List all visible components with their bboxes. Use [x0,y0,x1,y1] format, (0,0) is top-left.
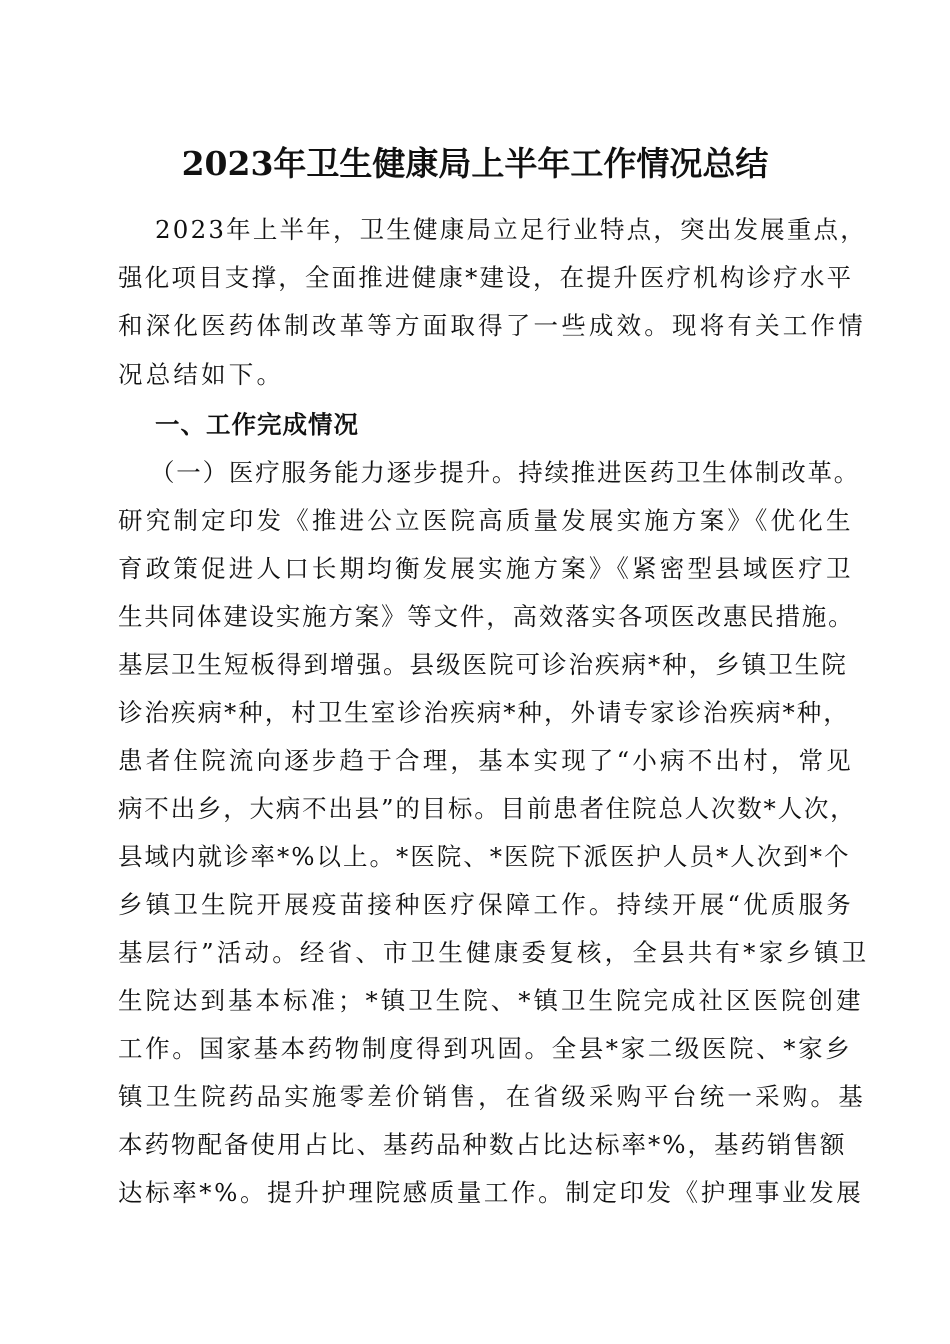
paragraph-line: 诊治疾病*种，村卫生室诊治疾病*种，外请专家诊治疾病*种， [118,698,850,727]
paragraph-line: 基层行”活动。经省、市卫生健康委复核，全县共有*家乡镇卫 [118,938,870,967]
document-title: 2023年卫生健康局上半年工作情况总结 [181,144,769,183]
paragraph-line: 生院达到基本标准；*镇卫生院、*镇卫生院完成社区医院创建 [118,986,864,1015]
paragraph-line: 2023年上半年，卫生健康局立足行业特点，突出发展重点， [155,215,867,244]
paragraph-line: 镇卫生院药品实施零差价销售，在省级采购平台统一采购。基 [118,1082,866,1111]
paragraph-line: 研究制定印发《推进公立医院高质量发展实施方案》《优化生 [118,506,854,535]
paragraph-line: 患者住院流向逐步趋于合理，基本实现了“小病不出村，常见 [118,746,854,775]
paragraph-line: 达标率*%。提升护理院感质量工作。制定印发《护理事业发展 [118,1178,864,1207]
paragraph-line: 本药物配备使用占比、基药品种数占比达标率*%，基药销售额 [118,1130,847,1159]
paragraph-line: 病不出乡，大病不出县”的目标。目前患者住院总人次数*人次， [118,794,857,823]
paragraph-line: 生共同体建设实施方案》等文件，高效落实各项医改惠民措施。 [118,602,855,631]
paragraph-line: 县域内就诊率*%以上。*医院、*医院下派医护人员*人次到*个 [118,842,851,871]
paragraph-line: 基层卫生短板得到增强。县级医院可诊治疾病*种，乡镇卫生院 [118,650,848,679]
paragraph-line: （一）医疗服务能力逐步提升。持续推进医药卫生体制改革。 [150,458,861,487]
paragraph-line: 和深化医药体制改革等方面取得了一些成效。现将有关工作情 [118,311,866,340]
paragraph-line: 工作。国家基本药物制度得到巩固。全县*家二级医院、*家乡 [118,1034,853,1063]
paragraph-line: 乡镇卫生院开展疫苗接种医疗保障工作。持续开展“优质服务 [118,890,854,919]
paragraph-line: 育政策促进人口长期均衡发展实施方案》《紧密型县域医疗卫 [118,554,854,583]
paragraph-line: 强化项目支撑，全面推进健康*建设，在提升医疗机构诊疗水平 [118,263,854,292]
paragraph-line: 况总结如下。 [118,360,285,389]
section-heading: 一、工作完成情况 [155,410,359,439]
